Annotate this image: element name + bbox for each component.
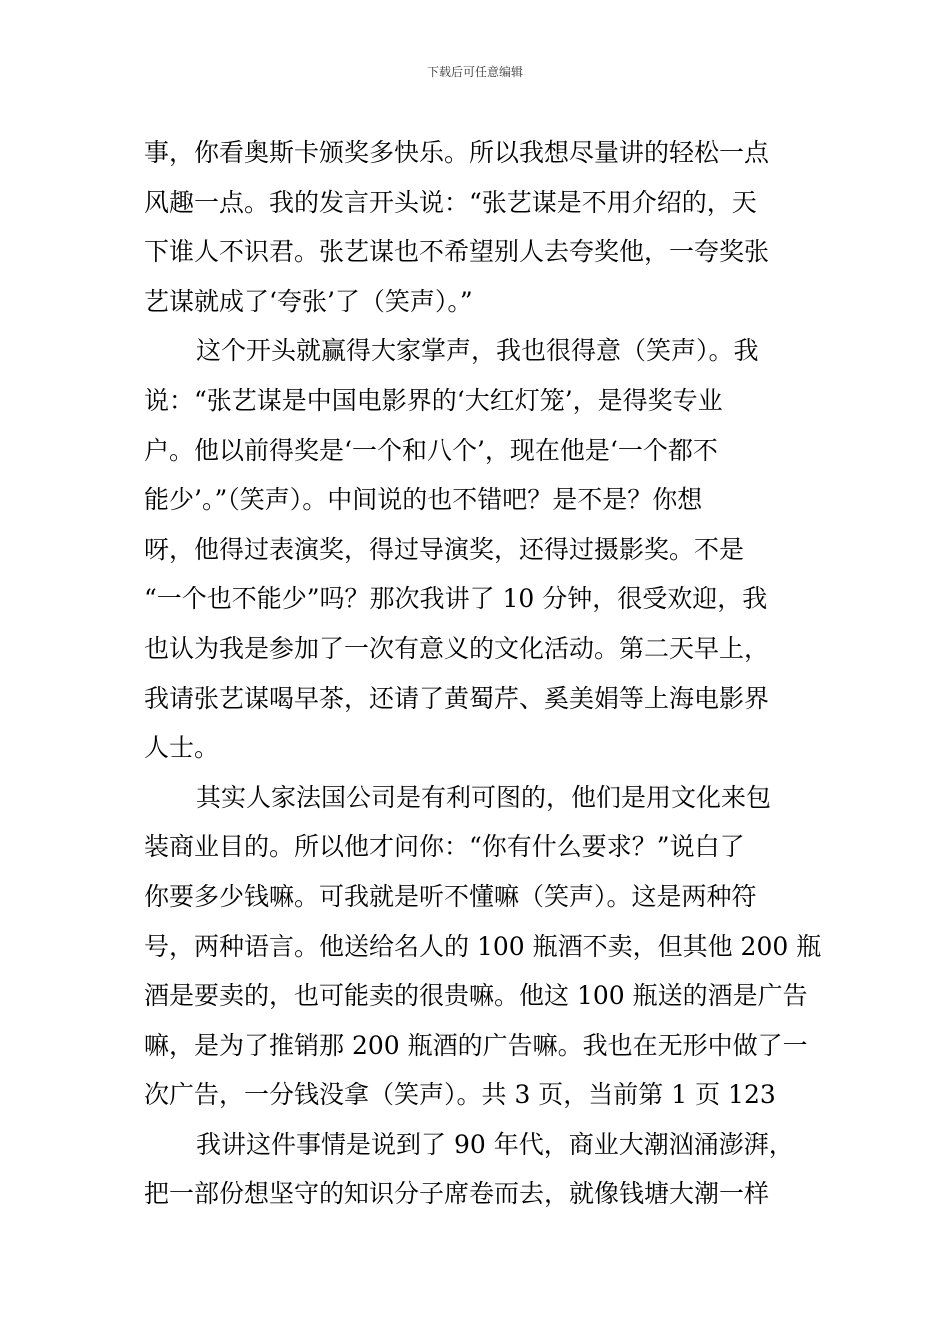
text-line: 把一部份想坚守的知识分子席卷而去，就像钱塘大潮一样 xyxy=(144,1179,770,1209)
text-line: 风趣一点。我的发言开头说：“张艺谋是不用介绍的，天 xyxy=(144,187,757,217)
text-line: 其实人家法国公司是有利可图的，他们是用文化来包 xyxy=(196,782,772,812)
text-line: 次广告，一分钱没拿（笑声）。共 3 页，当前第 1 页 123 xyxy=(144,1080,776,1110)
text-line: 也认为我是参加了一次有意义的文化活动。第二天早上， xyxy=(144,633,770,663)
text-line: “一个也不能少”吗？那次我讲了 10 分钟，很受欢迎，我 xyxy=(144,584,768,614)
text-line: 事，你看奥斯卡颁奖多快乐。所以我想尽量讲的轻松一点 xyxy=(144,138,770,167)
text-line: 说：“张艺谋是中国电影界的‘大红灯笼’，是得奖专业 xyxy=(144,385,723,415)
text-line: 酒是要卖的，也可能卖的很贵嘛。他这 100 瓶送的酒是广告 xyxy=(144,981,808,1011)
page-header: 下载后可任意编辑 xyxy=(426,65,523,79)
text-line: 你要多少钱嘛。可我就是听不懂嘛（笑声）。这是两种符 xyxy=(144,881,757,911)
text-line: 我讲这件事情是说到了 90 年代，商业大潮汹涌澎湃， xyxy=(196,1129,794,1159)
text-line: 户。他以前得奖是‘一个和八个’，现在他是‘一个都不 xyxy=(144,435,718,465)
text-line: 人士。 xyxy=(144,733,220,763)
text-line: 我请张艺谋喝早茶，还请了黄蜀芹、奚美娟等上海电影界 xyxy=(144,683,770,713)
text-line: 能少’。”（笑声）。中间说的也不错吧？是不是？你想 xyxy=(144,485,703,515)
text-line: 艺谋就成了‘夸张’了（笑声）。” xyxy=(144,286,473,316)
text-line: 这个开头就赢得大家掌声，我也很得意（笑声）。我 xyxy=(196,336,759,366)
text-line: 号，两种语言。他送给名人的 100 瓶酒不卖，但其他 200 瓶 xyxy=(144,931,822,961)
text-line: 嘛，是为了推销那 200 瓶酒的广告嘛。我也在无形中做了一 xyxy=(144,1030,808,1060)
text-line: 呀，他得过表演奖，得过导演奖，还得过摄影奖。不是 xyxy=(144,534,745,564)
text-line: 装商业目的。所以他才问你：“你有什么要求？”说白了 xyxy=(144,832,745,862)
text-line: 下谁人不识君。张艺谋也不希望别人去夸奖他，一夸奖张 xyxy=(144,237,770,267)
body-text xyxy=(144,128,822,1219)
